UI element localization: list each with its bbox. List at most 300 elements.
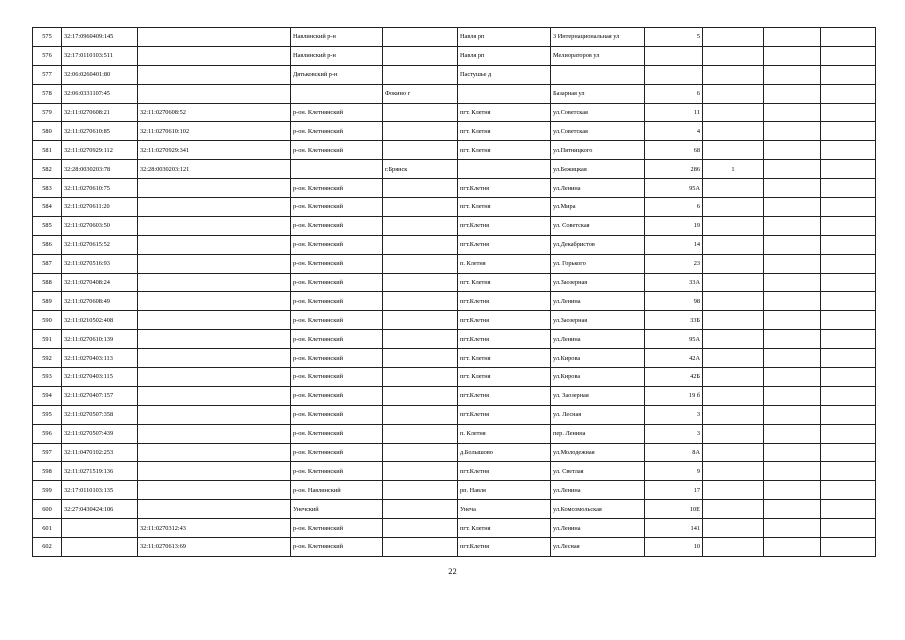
district-cell: р-он. Клетнянский — [291, 179, 383, 198]
extra-2-cell — [764, 462, 821, 481]
district-cell: р-он. Клетнянский — [291, 141, 383, 160]
row-number-cell: 597 — [33, 443, 62, 462]
table-row — [33, 28, 876, 47]
house-number-cell: 19 — [645, 216, 703, 235]
house-number-cell: 5 — [645, 28, 703, 47]
extra-3-cell — [821, 424, 876, 443]
row-number-cell: 580 — [33, 122, 62, 141]
extra-1-cell — [703, 179, 764, 198]
extra-1-cell — [703, 405, 764, 424]
district-cell: р-он. Клетнянский — [291, 273, 383, 292]
city-cell — [383, 273, 458, 292]
row-number-cell: 590 — [33, 311, 62, 330]
table-row — [33, 462, 876, 481]
district-cell: Навлинский р-н — [291, 28, 383, 47]
cadastral-number-cell: 32:06:0260401:80 — [62, 65, 138, 84]
locality-cell: Навля рп — [458, 46, 551, 65]
row-number-cell: 600 — [33, 500, 62, 519]
house-number-cell: 33Б — [645, 311, 703, 330]
extra-3-cell — [821, 500, 876, 519]
extra-1-cell — [703, 254, 764, 273]
street-cell: ул.Мира — [551, 198, 645, 217]
table-row — [33, 538, 876, 557]
table-row — [33, 424, 876, 443]
table-row — [33, 349, 876, 368]
extra-2-cell — [764, 84, 821, 103]
street-cell: ул.Заозерная — [551, 273, 645, 292]
locality-cell: пгт.Клетня — [458, 386, 551, 405]
cadastral-number-2-cell — [138, 481, 291, 500]
street-cell: ул.Бежицкая — [551, 160, 645, 179]
cadastral-number-cell: 32:11:0270407:157 — [62, 386, 138, 405]
row-number-cell: 602 — [33, 538, 62, 557]
house-number-cell: 68 — [645, 141, 703, 160]
city-cell — [383, 349, 458, 368]
street-cell: 3 Интернациональная ул — [551, 28, 645, 47]
house-number-cell: 42Б — [645, 368, 703, 387]
house-number-cell: 6 — [645, 84, 703, 103]
extra-3-cell — [821, 462, 876, 481]
city-cell — [383, 235, 458, 254]
locality-cell: пгт. Клетня — [458, 103, 551, 122]
extra-3-cell — [821, 65, 876, 84]
cadastral-number-cell: 32:27:0430424:106 — [62, 500, 138, 519]
street-cell — [551, 65, 645, 84]
cadastral-number-2-cell — [138, 500, 291, 519]
city-cell — [383, 179, 458, 198]
city-cell — [383, 216, 458, 235]
extra-2-cell — [764, 28, 821, 47]
extra-2-cell — [764, 216, 821, 235]
locality-cell: пгт. Клетня — [458, 141, 551, 160]
row-number-cell: 578 — [33, 84, 62, 103]
locality-cell: пгт. Клетня — [458, 122, 551, 141]
extra-1-cell — [703, 122, 764, 141]
cadastral-number-2-cell — [138, 462, 291, 481]
district-cell: р-он. Клетнянский — [291, 368, 383, 387]
cadastral-number-cell — [62, 538, 138, 557]
cadastral-number-cell: 32:11:0270403:113 — [62, 349, 138, 368]
locality-cell: пгт.Клетня — [458, 330, 551, 349]
extra-3-cell — [821, 46, 876, 65]
city-cell — [383, 330, 458, 349]
document-sheet — [32, 27, 875, 557]
row-number-cell: 592 — [33, 349, 62, 368]
extra-2-cell — [764, 46, 821, 65]
extra-1-cell — [703, 386, 764, 405]
district-cell — [291, 160, 383, 179]
city-cell — [383, 519, 458, 538]
row-number-cell: 587 — [33, 254, 62, 273]
table-row — [33, 216, 876, 235]
extra-3-cell — [821, 122, 876, 141]
city-cell — [383, 311, 458, 330]
extra-2-cell — [764, 330, 821, 349]
extra-1-cell — [703, 235, 764, 254]
extra-3-cell — [821, 254, 876, 273]
district-cell — [291, 84, 383, 103]
cadastral-number-cell: 32:28:0030203:78 — [62, 160, 138, 179]
district-cell: р-он. Навлинский — [291, 481, 383, 500]
street-cell: ул. Заозерная — [551, 386, 645, 405]
locality-cell: пгт. Клетня — [458, 273, 551, 292]
district-cell: р-он. Клетнянский — [291, 198, 383, 217]
street-cell: ул.Пятницкого — [551, 141, 645, 160]
row-number-cell: 579 — [33, 103, 62, 122]
district-cell: р-он. Клетнянский — [291, 424, 383, 443]
extra-1-cell — [703, 103, 764, 122]
table-row — [33, 65, 876, 84]
district-cell: Навлинский р-н — [291, 46, 383, 65]
locality-cell: пгт. Клетня — [458, 368, 551, 387]
locality-cell: пгт.Клетня — [458, 292, 551, 311]
house-number-cell: 9 — [645, 462, 703, 481]
table-row — [33, 46, 876, 65]
table-row — [33, 84, 876, 103]
street-cell: ул. Лесная — [551, 405, 645, 424]
extra-2-cell — [764, 198, 821, 217]
house-number-cell: 14 — [645, 235, 703, 254]
row-number-cell: 591 — [33, 330, 62, 349]
extra-2-cell — [764, 368, 821, 387]
city-cell — [383, 103, 458, 122]
extra-3-cell — [821, 141, 876, 160]
cadastral-number-cell: 32:11:0270608:21 — [62, 103, 138, 122]
district-cell: р-он. Клетнянский — [291, 405, 383, 424]
row-number-cell: 588 — [33, 273, 62, 292]
locality-cell — [458, 160, 551, 179]
extra-3-cell — [821, 538, 876, 557]
extra-1-cell — [703, 481, 764, 500]
cadastral-number-2-cell — [138, 28, 291, 47]
cadastral-number-cell: 32:11:0270929:112 — [62, 141, 138, 160]
street-cell: ул.Заозерная — [551, 311, 645, 330]
cadastral-number-2-cell: 32:11:0270608:52 — [138, 103, 291, 122]
row-number-cell: 598 — [33, 462, 62, 481]
locality-cell: пгт.Клетня — [458, 311, 551, 330]
table-row — [33, 141, 876, 160]
extra-2-cell — [764, 273, 821, 292]
extra-2-cell — [764, 122, 821, 141]
street-cell: ул.Молодежная — [551, 443, 645, 462]
cadastral-number-cell: 32:11:0270615:52 — [62, 235, 138, 254]
extra-3-cell — [821, 368, 876, 387]
district-cell: р-он. Клетнянский — [291, 103, 383, 122]
city-cell — [383, 462, 458, 481]
extra-1-cell — [703, 141, 764, 160]
street-cell: ул. Советская — [551, 216, 645, 235]
table-row — [33, 103, 876, 122]
extra-1-cell — [703, 292, 764, 311]
table-row — [33, 330, 876, 349]
extra-2-cell — [764, 405, 821, 424]
cadastral-number-2-cell — [138, 424, 291, 443]
house-number-cell: 19 б — [645, 386, 703, 405]
row-number-cell: 586 — [33, 235, 62, 254]
street-cell: ул.Советская — [551, 122, 645, 141]
cadastral-number-cell: 32:11:0270403:115 — [62, 368, 138, 387]
district-cell: р-он. Клетнянский — [291, 216, 383, 235]
extra-1-cell — [703, 65, 764, 84]
cadastral-number-cell: 32:06:0331107:45 — [62, 84, 138, 103]
cadastral-number-cell: 32:11:0210502:408 — [62, 311, 138, 330]
city-cell — [383, 28, 458, 47]
table-row — [33, 198, 876, 217]
extra-3-cell — [821, 405, 876, 424]
extra-1-cell — [703, 368, 764, 387]
city-cell: Фокино г — [383, 84, 458, 103]
district-cell: р-он. Клетнянский — [291, 235, 383, 254]
district-cell: р-он. Клетнянский — [291, 254, 383, 273]
locality-cell: пгт. Клетня — [458, 519, 551, 538]
house-number-cell: 23 — [645, 254, 703, 273]
extra-3-cell — [821, 273, 876, 292]
city-cell: г.Брянск — [383, 160, 458, 179]
extra-2-cell — [764, 292, 821, 311]
row-number-cell: 599 — [33, 481, 62, 500]
cadastral-number-2-cell — [138, 254, 291, 273]
extra-1-cell — [703, 273, 764, 292]
house-number-cell: 10 — [645, 538, 703, 557]
extra-1-cell: 1 — [703, 160, 764, 179]
cadastral-number-2-cell — [138, 330, 291, 349]
cadastral-number-cell: 32:11:0270603:50 — [62, 216, 138, 235]
extra-2-cell — [764, 349, 821, 368]
extra-1-cell — [703, 538, 764, 557]
house-number-cell: 42А — [645, 349, 703, 368]
cadastral-number-cell: 32:11:0270408:24 — [62, 273, 138, 292]
cadastral-number-cell: 32:11:0270610:139 — [62, 330, 138, 349]
extra-2-cell — [764, 141, 821, 160]
table-row — [33, 311, 876, 330]
street-cell: ул.Ленина — [551, 519, 645, 538]
district-cell: р-он. Клетнянский — [291, 538, 383, 557]
city-cell — [383, 424, 458, 443]
house-number-cell: 11 — [645, 103, 703, 122]
extra-2-cell — [764, 424, 821, 443]
extra-1-cell — [703, 424, 764, 443]
district-cell: р-он. Клетнянский — [291, 519, 383, 538]
street-cell: ул.Кирова — [551, 349, 645, 368]
extra-1-cell — [703, 216, 764, 235]
cadastral-number-2-cell — [138, 292, 291, 311]
locality-cell: п. Клетня — [458, 254, 551, 273]
extra-2-cell — [764, 500, 821, 519]
street-cell: пер. Ленина — [551, 424, 645, 443]
house-number-cell: 98 — [645, 292, 703, 311]
street-cell: Базарная ул — [551, 84, 645, 103]
district-cell: р-он. Клетнянский — [291, 443, 383, 462]
district-cell: Дятьковский р-н — [291, 65, 383, 84]
city-cell — [383, 481, 458, 500]
extra-1-cell — [703, 500, 764, 519]
city-cell — [383, 65, 458, 84]
district-cell: р-он. Клетнянский — [291, 386, 383, 405]
city-cell — [383, 405, 458, 424]
house-number-cell: 95А — [645, 330, 703, 349]
city-cell — [383, 122, 458, 141]
city-cell — [383, 386, 458, 405]
table-row — [33, 500, 876, 519]
locality-cell: п. Клетня — [458, 424, 551, 443]
row-number-cell: 581 — [33, 141, 62, 160]
extra-2-cell — [764, 65, 821, 84]
street-cell: ул.Кирова — [551, 368, 645, 387]
cadastral-number-2-cell — [138, 368, 291, 387]
city-cell — [383, 368, 458, 387]
street-cell: Мелиораторов ул — [551, 46, 645, 65]
city-cell — [383, 141, 458, 160]
cadastral-number-2-cell — [138, 311, 291, 330]
extra-3-cell — [821, 160, 876, 179]
cadastral-number-2-cell: 32:11:0270610:102 — [138, 122, 291, 141]
city-cell — [383, 254, 458, 273]
extra-3-cell — [821, 443, 876, 462]
cadastral-number-2-cell — [138, 65, 291, 84]
extra-2-cell — [764, 481, 821, 500]
table-row — [33, 235, 876, 254]
extra-1-cell — [703, 46, 764, 65]
extra-3-cell — [821, 103, 876, 122]
cadastral-number-2-cell — [138, 273, 291, 292]
extra-3-cell — [821, 216, 876, 235]
extra-1-cell — [703, 519, 764, 538]
table-row — [33, 254, 876, 273]
city-cell — [383, 443, 458, 462]
table-row — [33, 292, 876, 311]
house-number-cell: 33А — [645, 273, 703, 292]
locality-cell: д.Болышово — [458, 443, 551, 462]
row-number-cell: 577 — [33, 65, 62, 84]
extra-3-cell — [821, 349, 876, 368]
extra-3-cell — [821, 198, 876, 217]
row-number-cell: 595 — [33, 405, 62, 424]
house-number-cell: 10Е — [645, 500, 703, 519]
table-row — [33, 519, 876, 538]
city-cell — [383, 198, 458, 217]
cadastral-number-2-cell: 32:11:0270312:43 — [138, 519, 291, 538]
row-number-cell: 596 — [33, 424, 62, 443]
extra-2-cell — [764, 254, 821, 273]
extra-3-cell — [821, 330, 876, 349]
locality-cell: пгт.Клетня — [458, 179, 551, 198]
extra-3-cell — [821, 84, 876, 103]
cadastral-number-cell: 32:11:0270507:358 — [62, 405, 138, 424]
locality-cell: пгт. Клетня — [458, 349, 551, 368]
city-cell — [383, 500, 458, 519]
extra-1-cell — [703, 28, 764, 47]
cadastral-number-cell: 32:17:0110103:511 — [62, 46, 138, 65]
table-row — [33, 443, 876, 462]
district-cell: Унечский — [291, 500, 383, 519]
extra-2-cell — [764, 443, 821, 462]
registry-table — [32, 27, 876, 557]
extra-3-cell — [821, 519, 876, 538]
cadastral-number-cell: 32:11:0271519:136 — [62, 462, 138, 481]
extra-3-cell — [821, 311, 876, 330]
table-row — [33, 386, 876, 405]
street-cell: ул.Лесная — [551, 538, 645, 557]
locality-cell: Унеча — [458, 500, 551, 519]
table-row — [33, 368, 876, 387]
extra-1-cell — [703, 443, 764, 462]
locality-cell: пгт.Клетня — [458, 462, 551, 481]
table-row — [33, 179, 876, 198]
cadastral-number-2-cell — [138, 46, 291, 65]
house-number-cell: 141 — [645, 519, 703, 538]
row-number-cell: 589 — [33, 292, 62, 311]
cadastral-number-cell: 32:11:0270516:93 — [62, 254, 138, 273]
page-number: 22 — [448, 566, 457, 576]
row-number-cell: 593 — [33, 368, 62, 387]
extra-2-cell — [764, 311, 821, 330]
cadastral-number-cell: 32:17:0960409:145 — [62, 28, 138, 47]
extra-3-cell — [821, 179, 876, 198]
street-cell: ул.Ленина — [551, 481, 645, 500]
locality-cell: пгт.Клетня — [458, 405, 551, 424]
street-cell: ул.Ленина — [551, 292, 645, 311]
extra-2-cell — [764, 179, 821, 198]
house-number-cell — [645, 46, 703, 65]
extra-1-cell — [703, 462, 764, 481]
extra-3-cell — [821, 386, 876, 405]
street-cell: ул. Светлая — [551, 462, 645, 481]
row-number-cell: 575 — [33, 28, 62, 47]
street-cell: ул.Комсомольская — [551, 500, 645, 519]
extra-2-cell — [764, 103, 821, 122]
extra-1-cell — [703, 84, 764, 103]
cadastral-number-cell: 32:17:0110103:135 — [62, 481, 138, 500]
cadastral-number-cell: 32:11:0470102:253 — [62, 443, 138, 462]
row-number-cell: 585 — [33, 216, 62, 235]
table-row — [33, 405, 876, 424]
locality-cell: пгт. Клетня — [458, 198, 551, 217]
locality-cell — [458, 84, 551, 103]
district-cell: р-он. Клетнянский — [291, 330, 383, 349]
extra-2-cell — [764, 519, 821, 538]
extra-1-cell — [703, 330, 764, 349]
district-cell: р-он. Клетнянский — [291, 311, 383, 330]
cadastral-number-2-cell — [138, 216, 291, 235]
cadastral-number-2-cell: 32:11:0270929:341 — [138, 141, 291, 160]
extra-2-cell — [764, 386, 821, 405]
cadastral-number-cell: 32:11:0270611:20 — [62, 198, 138, 217]
cadastral-number-2-cell — [138, 443, 291, 462]
row-number-cell: 576 — [33, 46, 62, 65]
extra-1-cell — [703, 349, 764, 368]
table-row — [33, 481, 876, 500]
extra-3-cell — [821, 292, 876, 311]
cadastral-number-cell: 32:11:0270507:439 — [62, 424, 138, 443]
cadastral-number-cell: 32:11:0270610:75 — [62, 179, 138, 198]
extra-2-cell — [764, 538, 821, 557]
cadastral-number-2-cell — [138, 386, 291, 405]
locality-cell: Навля рп — [458, 28, 551, 47]
city-cell — [383, 538, 458, 557]
house-number-cell: 286 — [645, 160, 703, 179]
cadastral-number-2-cell — [138, 84, 291, 103]
row-number-cell: 582 — [33, 160, 62, 179]
cadastral-number-2-cell — [138, 179, 291, 198]
row-number-cell: 584 — [33, 198, 62, 217]
locality-cell: пгт.Клетня — [458, 538, 551, 557]
row-number-cell: 601 — [33, 519, 62, 538]
cadastral-number-2-cell: 32:11:0270613:69 — [138, 538, 291, 557]
cadastral-number-cell: 32:11:0270610:85 — [62, 122, 138, 141]
cadastral-number-cell — [62, 519, 138, 538]
cadastral-number-2-cell — [138, 405, 291, 424]
street-cell: ул. Горького — [551, 254, 645, 273]
